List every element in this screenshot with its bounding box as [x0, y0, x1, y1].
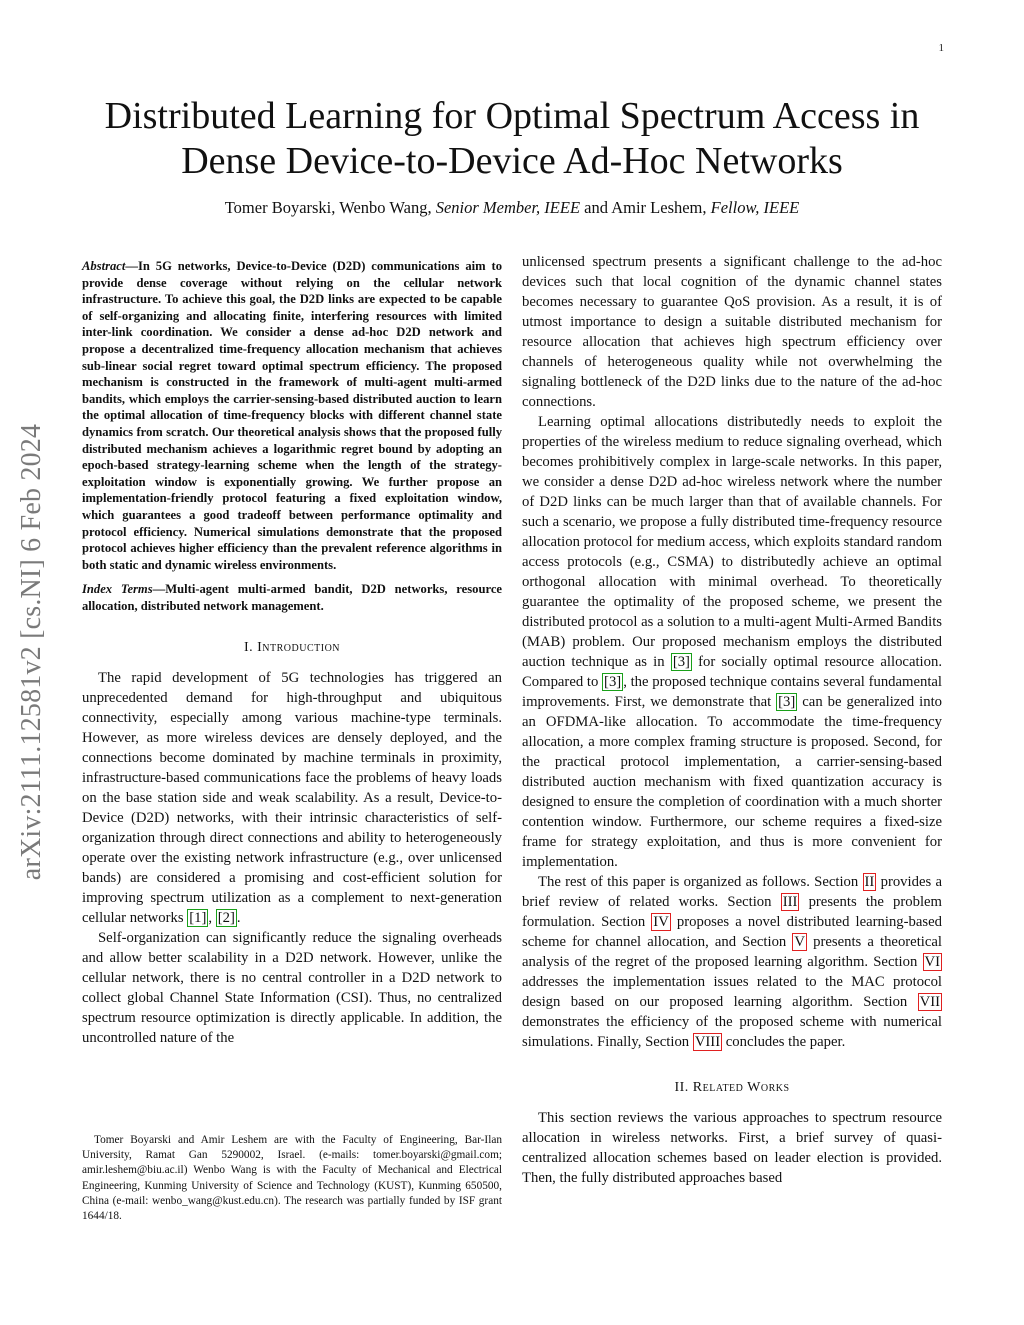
intro-paragraph-4: [522, 872, 942, 1052]
intro-p3-d: can be generalized into an OFDMA-like allocation. To accommodate the time-frequency allocation, a more complex framing structure is proposed. Second, for the practical protocol implementation, a carrier-sensing-based distributed auction mechanism with fixed quantization accuracy is designed to ensure the completion of coordination with a much shorter contention window. Furthermore, our scheme requires a fixed-size frame for strategy exploitation, and thus is more convenient for implementation.: [522, 694, 942, 870]
authors-part-1: Tomer Boyarski, Wenbo Wang,: [224, 198, 436, 217]
author-footnote: Tomer Boyarski and Amir Leshem are with the Faculty of Engineering, Bar-Ilan University, Ramat Gan 5290002, Israel. (e-mails: tomer.boyarski@gmail.com; amir.leshem@biu.ac.il) Wenbo Wang is with the Faculty of Mechanical and Electrical Engineering, Kunming University of Science and Technology (KUST), Kunming 650500, China (e-mail: wenbo_wang@kust.edu.cn). The research was partially funded by ISF grant 1644/18.: [82, 1134, 502, 1223]
intro-p4-h: concludes the paper.: [722, 1034, 846, 1050]
intro-paragraph-1: [82, 668, 502, 928]
related-works-paragraph-1: This section reviews the various approaches to spectrum resource allocation in wireless networks. First, a brief survey of quasi-centralized allocation schemes based on leader election is provided. Then, the fully distributed approaches based: [522, 1110, 942, 1186]
intro-p4-b: provides a brief review of related works. Section: [522, 874, 942, 910]
intro-p4-a: The rest of this paper is organized as follows. Section: [538, 874, 863, 890]
paper-title: Distributed Learning for Optimal Spectrum Access in Dense Device-to-Device Ad-Hoc Networks: [104, 95, 920, 182]
citation-3a[interactable]: [3]: [672, 654, 690, 670]
authors-part-4: Fellow, IEEE: [710, 198, 800, 217]
section-link-vii[interactable]: VII: [919, 994, 940, 1010]
authors-part-2: Senior Member, IEEE: [435, 198, 581, 217]
citation-1[interactable]: [1]: [189, 910, 207, 927]
authors-part-3: and Amir Leshem,: [580, 198, 711, 217]
citation-2[interactable]: [2]: [217, 910, 235, 927]
intro-paragraph-3: [522, 412, 942, 872]
index-terms-label: Index Terms: [82, 582, 153, 597]
section-heading-related-works: II. Related Works: [674, 1080, 790, 1095]
intro-p4-e: presents a theoretical analysis of the regret of the proposed learning algorithm. Section: [522, 934, 942, 970]
index-terms: [82, 581, 502, 614]
intro-p3-b: for socially optimal resource allocation. Compared to: [522, 654, 942, 690]
citation-separator: ,: [208, 910, 216, 927]
index-terms-text: —Multi-agent multi-armed bandit, D2D networks, resource allocation, distributed network management.: [82, 582, 502, 613]
intro-p4-f: addresses the implementation issues related to the MAC protocol design based on our proposed learning algorithm. Section: [522, 974, 942, 1010]
section-link-vi[interactable]: VI: [924, 954, 940, 970]
intro-p4-d: proposes a novel distributed learning-based scheme for channel allocation, and Section: [522, 914, 942, 950]
intro-paragraph-2: Self-organization can significantly reduce the signaling overheads and allow better scalability in a D2D network. However, unlike the cellular network, there is no central controller in a D2D network to collect global Channel State Information (CSI). Thus, no centralized spectrum resource optimization is directly applicable. In addition, the uncontrolled nature of the: [82, 930, 502, 1047]
section-heading-introduction: I. Introduction: [243, 640, 341, 656]
abstract-label: Abstract: [82, 259, 126, 273]
intro-p4-c: presents the problem formulation. Section: [522, 894, 942, 930]
abstract-text: —In 5G networks, Device-to-Device (D2D) communications aim to provide dense coverage without relying on the cellular network infrastructure. To achieve this goal, the D2D links are expected to be capable of self-organizing and allocating finite, interfering resources with limited inter-link coordination. We consider a dense ad-hoc D2D network and propose a decentralized time-frequency allocation mechanism that achieves sub-linear social regret toward optimal spectrum efficiency. The proposed mechanism is constructed in the framework of multi-agent multi-armed bandits, which employs the carrier-sensing-based distributed auction to learn the optimal allocation of time-frequency blocks with different channel state dynamics from scratch. Our theoretical analysis shows that the proposed fully distributed mechanism achieves a logarithmic regret bound by adopting an epoch-based strategy-learning scheme when the length of the strategy-exploitation window is exponentially growing. We further propose an implementation-friendly protocol featuring a fixed exploitation window, which guarantees a good tradeoff between performance optimality and protocol efficiency. Numerical simulations demonstrate that the proposed protocol achieves higher efficiency than the prevalent reference algorithms in both static and dynamic wireless environments.: [82, 259, 502, 572]
section-link-iii[interactable]: III: [782, 894, 798, 910]
author-line: [60, 198, 964, 218]
intro-paragraph-1-end: .: [236, 910, 241, 927]
page-number: 1: [938, 42, 944, 54]
section-link-viii[interactable]: VIII: [694, 1034, 721, 1050]
intro-paragraph-1-text: The rapid development of 5G technologies has triggered an unprecedented demand for high-throughput and ubiquitous connectivity, especially among various machine-type terminals. However, as more wireless devices are densely deployed, and the connections become dominated by machine terminals in proximity, infrastructure-based communications face the problems of heavy loads on the base station side and weak scalability. As a result, Device-to-Device (D2D) networks, with their intrinsic characteristics of self-organization through direct connections and ability to heterogeneously operate over the existing network infrastructure (e.g., over unlicensed bands) are considered a promising and cost-efficient solution for improving spectrum utilization as a complement to next-generation cellular networks: [82, 670, 502, 927]
section-link-v[interactable]: V: [794, 934, 805, 950]
right-column: [522, 252, 942, 1188]
section-link-iv[interactable]: IV: [653, 914, 669, 930]
intro-p3-c: , the proposed technique contains several fundamental improvements. First, we demonstrate that: [522, 674, 942, 710]
citation-3b[interactable]: [3]: [604, 674, 622, 690]
intro-p4-g: demonstrates the efficiency of the proposed scheme with numerical simulations. Finally, Section: [522, 1014, 942, 1050]
intro-paragraph-2-continued: unlicensed spectrum presents a significant challenge to the ad-hoc devices such that local cognition of the dynamic channel states becomes necessary to guarantee QoS provision. As a result, it is of utmost importance to design a suitable distributed mechanism for resource allocation that achieves high spectrum efficiency over channels of heterogeneous quality while not overwhelming the signaling bottleneck of the D2D links due to the nature of the ad-hoc connections.: [522, 254, 942, 410]
section-link-ii[interactable]: II: [864, 874, 875, 890]
intro-p3-a: Learning optimal allocations distributedly needs to exploit the properties of the wireless medium to reduce signaling overhead, which becomes prohibitively complex in large-scale networks. In this paper, we consider a dense D2D ad-hoc wireless network where the number of D2D links can be much larger than that of available channels. For such a scenario, we propose a fully distributed time-frequency resource allocation protocol for medium access, which exploits standard random access protocols (e.g., CSMA) to distributedly achieve an optimal orthogonal allocation with minimal overhead. To theoretically guarantee the optimality of the proposed scheme, we present the distributed protocol as a solution to a multi-agent Multi-Armed Bandits (MAB) problem. Our proposed mechanism employs the distributed auction technique as in: [522, 414, 942, 670]
abstract: [82, 258, 502, 573]
citation-3c[interactable]: [3]: [778, 694, 796, 710]
left-column: [82, 258, 502, 1048]
arxiv-identifier: arXiv:2111.12581v2 [cs.NI] 6 Feb 2024: [16, 423, 47, 881]
